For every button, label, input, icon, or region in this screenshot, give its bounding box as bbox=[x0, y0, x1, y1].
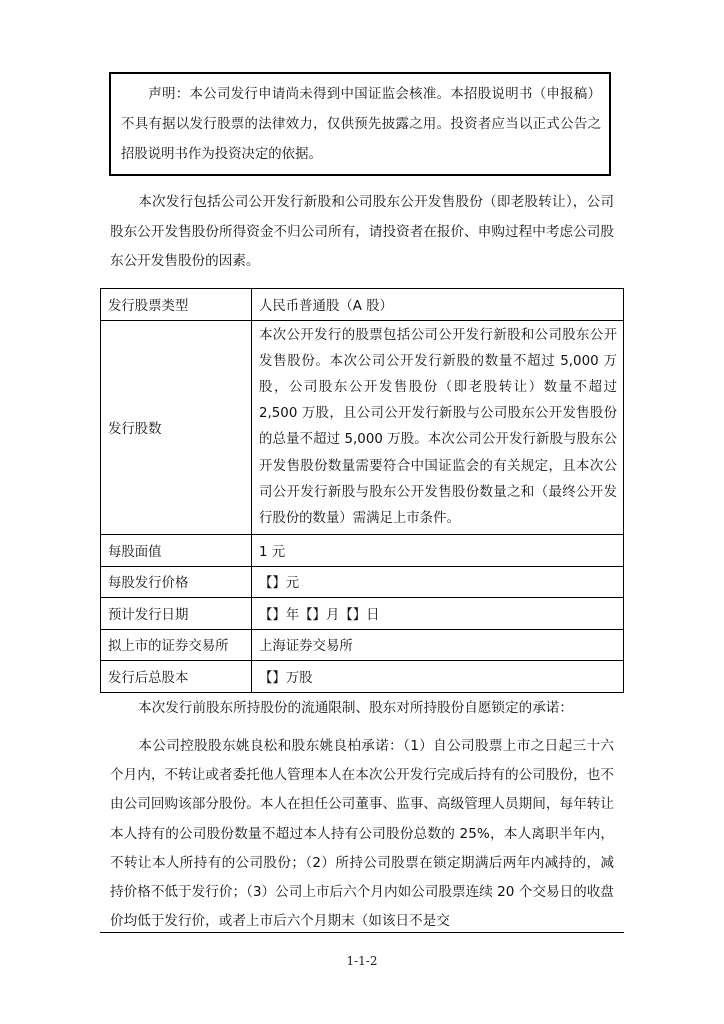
table-label: 每股面值 bbox=[101, 535, 252, 567]
table-value: 【】元 bbox=[252, 566, 624, 598]
table-value: 1 元 bbox=[252, 535, 624, 567]
table-label: 拟上市的证券交易所 bbox=[101, 629, 252, 661]
footer-divider bbox=[100, 932, 624, 933]
table-row bbox=[101, 598, 624, 630]
table-row bbox=[101, 535, 624, 567]
offering-info-table bbox=[100, 288, 624, 693]
disclaimer-box bbox=[109, 72, 611, 176]
intro-text: 本次发行包括公司公开发行新股和公司股东公开发售股份（即老股转让），公司股东公开发售股份所得资金不归公司所有，请投资者在报价、申购过程中考虑公司股东公开发售股份的因素。 bbox=[110, 194, 614, 269]
intro-paragraph bbox=[110, 188, 614, 277]
table-row bbox=[101, 320, 624, 535]
table-label: 发行股数 bbox=[101, 320, 252, 535]
table-value: 【】年【】月【】日 bbox=[252, 598, 624, 630]
lockup-heading bbox=[110, 697, 614, 719]
table-value: 【】万股 bbox=[252, 661, 624, 693]
lockup-heading-text: 本次发行前股东所持股份的流通限制、股东对所持股份自愿锁定的承诺： bbox=[138, 700, 573, 716]
table-label: 预计发行日期 bbox=[101, 598, 252, 630]
page-number: 1-1-2 bbox=[346, 954, 378, 968]
table-value: 本次公开发行的股票包括公司公开发行新股和公司股东公开发售股份。本次公司公开发行新股的数量不超过 5,000 万股，公司股东公开发售股份（即老股转让）数量不超过 2,500 万股，且公司公开发行新股与公司股东公开发售股份的总量不超过 5,000 万股。本次公司公开发行新股与股东公开发售股份数量需要符合中国证监会的有关规定，且本次公司公开发行新股与股东公开发售股份数量之和（最终公开发行股份的数量）需满足上市条件。 bbox=[252, 320, 624, 535]
table-label: 每股发行价格 bbox=[101, 566, 252, 598]
table-row bbox=[101, 289, 624, 321]
table-label: 发行股票类型 bbox=[101, 289, 252, 321]
disclaimer-text: 声明：本公司发行申请尚未得到中国证监会核准。本招股说明书（申报稿）不具有据以发行股票的法律效力，仅供预先披露之用。投资者应当以正式公告之招股说明书作为投资决定的依据。 bbox=[121, 87, 601, 162]
lockup-paragraph bbox=[110, 732, 614, 936]
table-row bbox=[101, 629, 624, 661]
table-label: 发行后总股本 bbox=[101, 661, 252, 693]
table-row bbox=[101, 566, 624, 598]
table-value: 上海证券交易所 bbox=[252, 629, 624, 661]
table-row bbox=[101, 661, 624, 693]
table-value: 人民币普通股（A 股） bbox=[252, 289, 624, 321]
lockup-body-text: 本公司控股股东姚良松和股东姚良柏承诺：（1）自公司股票上市之日起三十六个月内，不转让或者委托他人管理本人在本次公开发行完成后持有的公司股份，也不由公司回购该部分股份。本人在担任公司董事、监事、高级管理人员期间，每年转让本人持有的公司股份数量不超过本人持有公司股份总数的 25%，本人离职半年内，不转让本人所持有的公司股份；（2）所持公司股票在锁定期满后两年内减持的，减持价格不低于发行价；（3）公司上市后六个月内如公司股票连续 20 个交易日的收盘价均低于发行价，或者上市后六个月期末（如该日不是交 bbox=[110, 738, 614, 930]
